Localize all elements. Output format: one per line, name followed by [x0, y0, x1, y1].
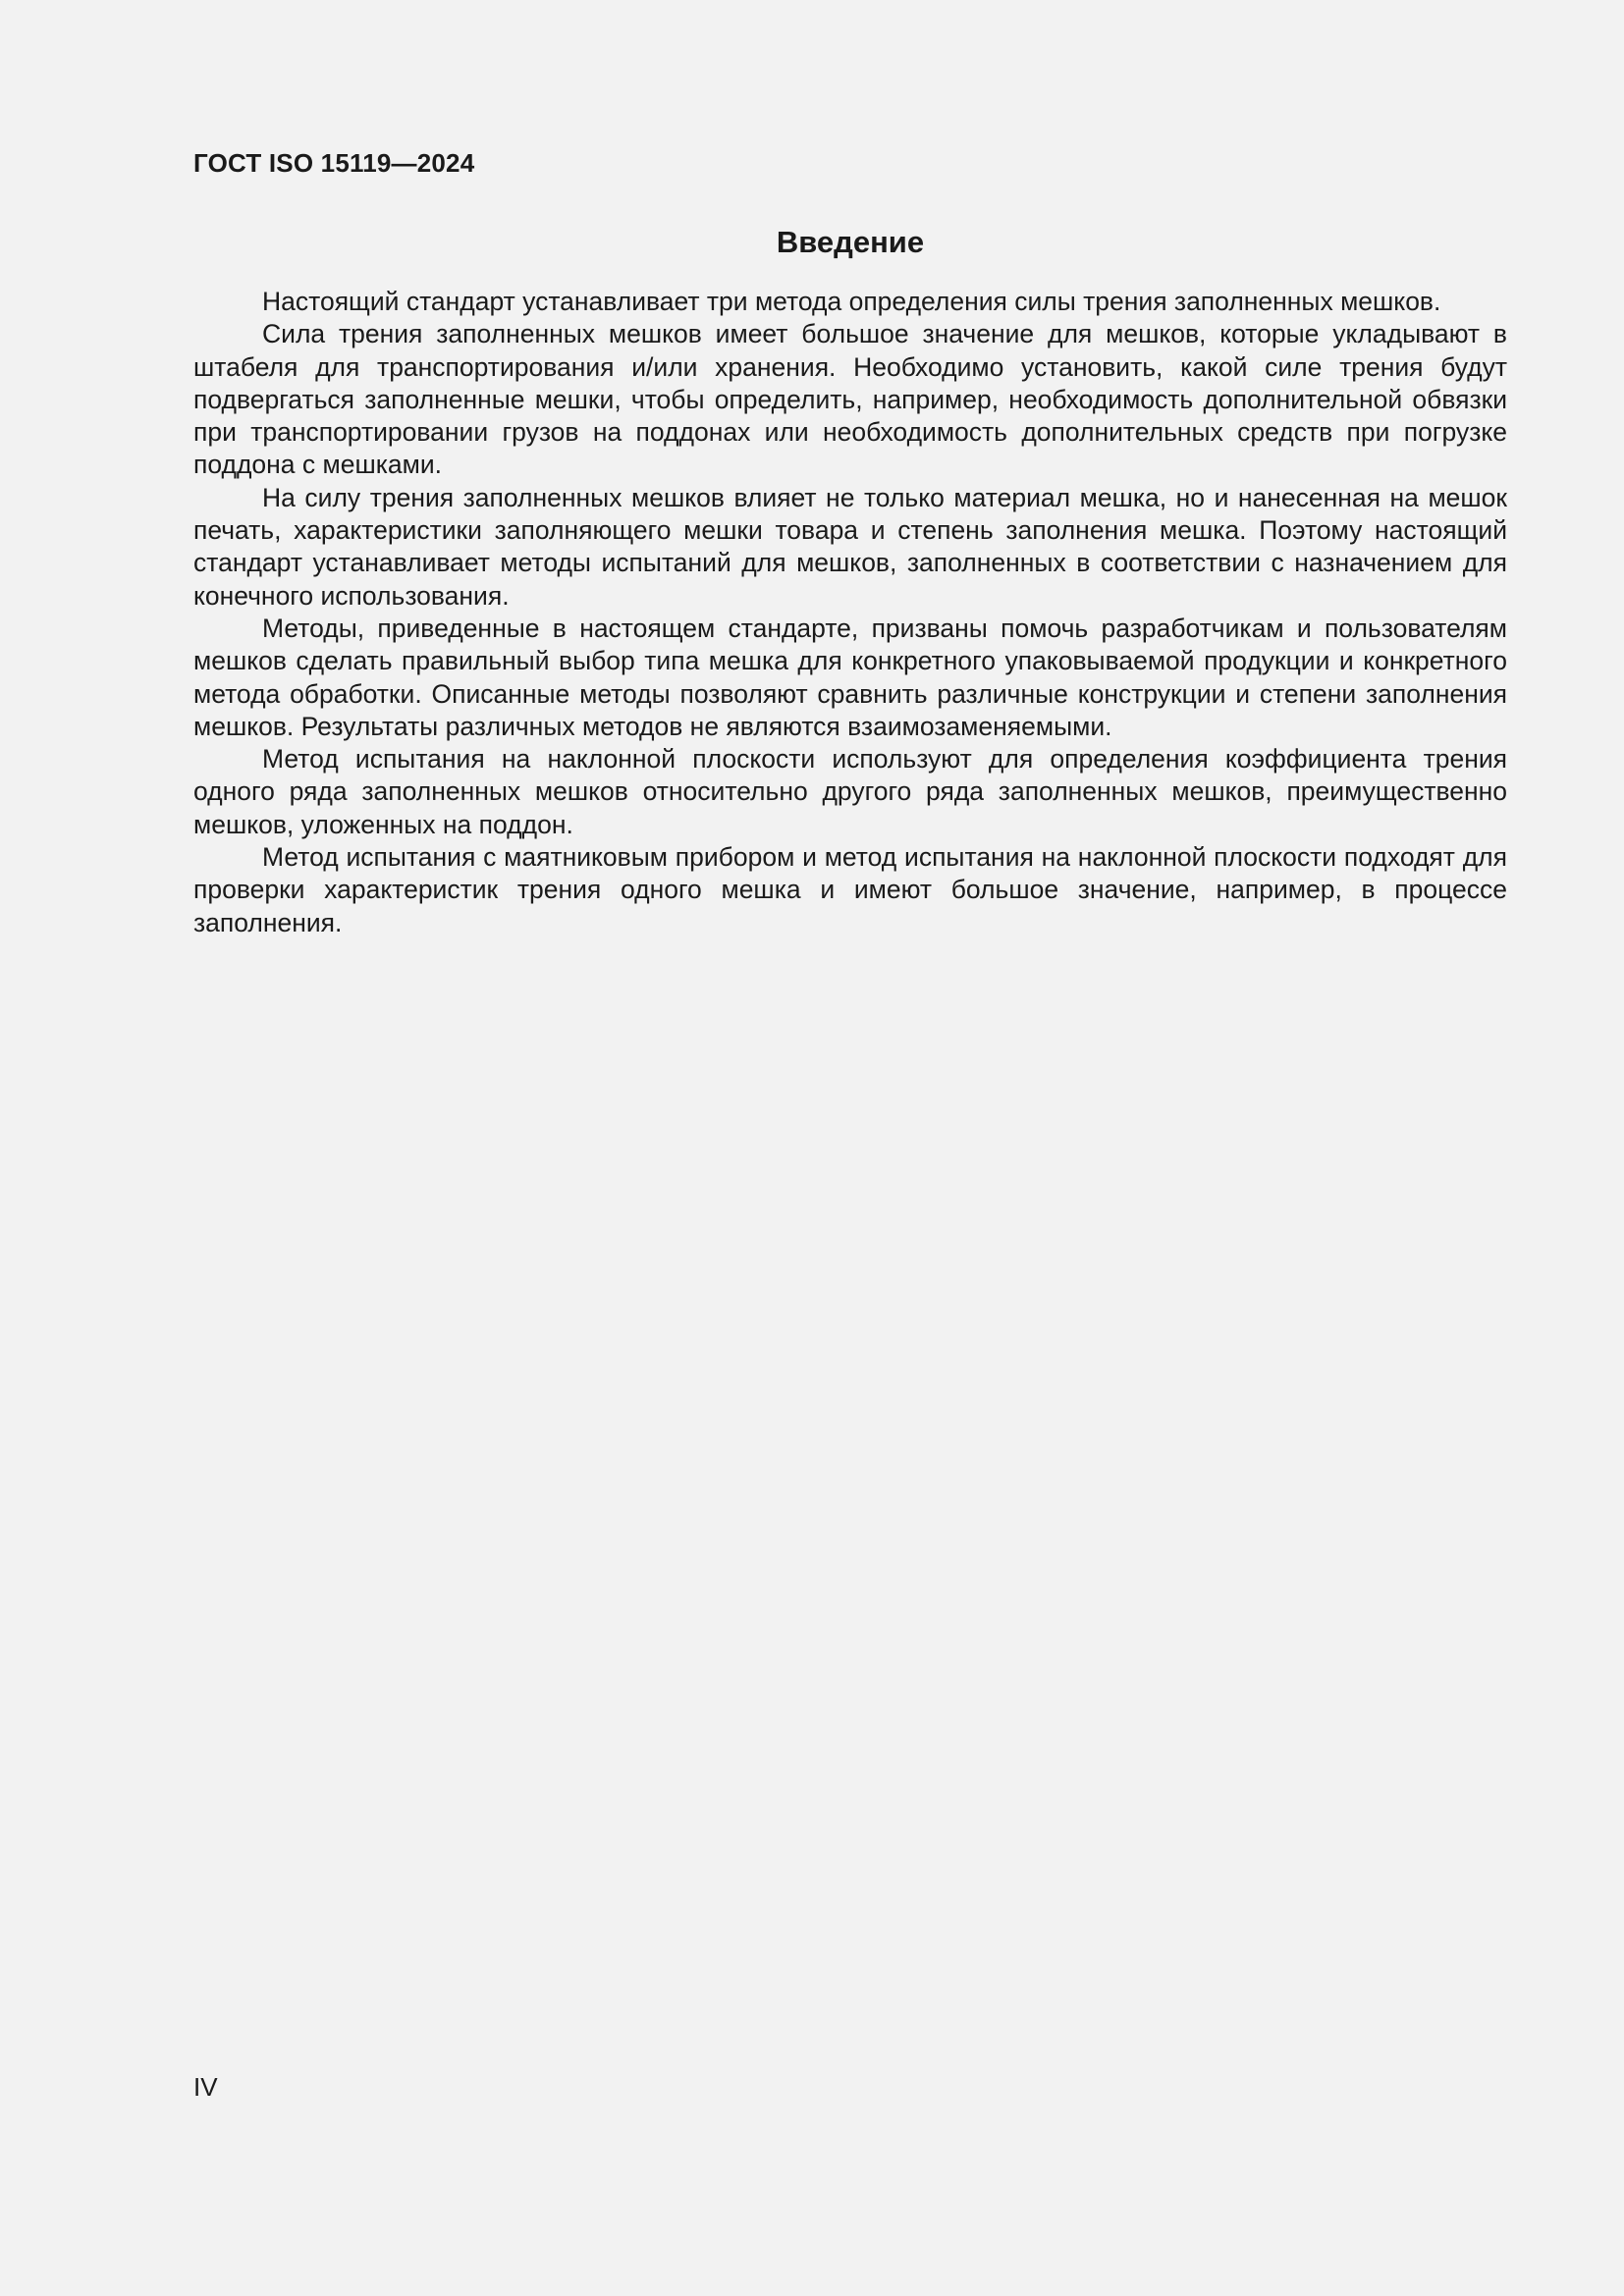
paragraph: На силу трения заполненных мешков влияет не только материал мешка, но и нанесенная на мешок печать, характеристики заполняющего мешки товара и степень заполнения мешка. Поэтому настоящий стандарт устанавливает методы испытаний для мешков, заполненных в соответствии с назначением для конечного использования.	[193, 482, 1507, 611]
paragraph: Настоящий стандарт устанавливает три метода определения силы трения заполненных мешков.	[262, 287, 1441, 316]
paragraph: Методы, приведенные в настоящем стандарте, призваны помочь разработчикам и пользователям мешков сделать правильный выбор типа мешка для конкретного упаковываемой продукции и конкретного метода обработки. Описанные методы позволяют сравнить различные конструкции и степени заполнения мешков. Результаты различных методов не являются взаимозаменяемыми.	[193, 613, 1507, 741]
page-number: IV	[193, 2072, 218, 2102]
paragraph: Метод испытания с маятниковым прибором и метод испытания на наклонной плоскости подходят для проверки характеристик трения одного мешка и имеют большое значение, например, в процессе заполнения.	[193, 842, 1507, 937]
document-code-header: ГОСТ ISO 15119—2024	[193, 148, 475, 178]
paragraph: Метод испытания на наклонной плоскости используют для определения коэффициента трения одного ряда заполненных мешков относительно другого ряда заполненных мешков, преимущественно мешков, уложенных на поддон.	[193, 744, 1507, 839]
paragraph: Сила трения заполненных мешков имеет большое значение для мешков, которые укладывают в штабеля для транспортирования и/или хранения. Необходимо установить, какой силе трения будут подвергаться заполненные мешки, чтобы определить, например, необходимость дополнительной обвязки при транспортировании грузов на поддонах или необходимость дополнительных средств при погрузке поддона с мешками.	[193, 319, 1507, 480]
section-title: Введение	[776, 225, 925, 259]
body-text	[193, 286, 1507, 939]
